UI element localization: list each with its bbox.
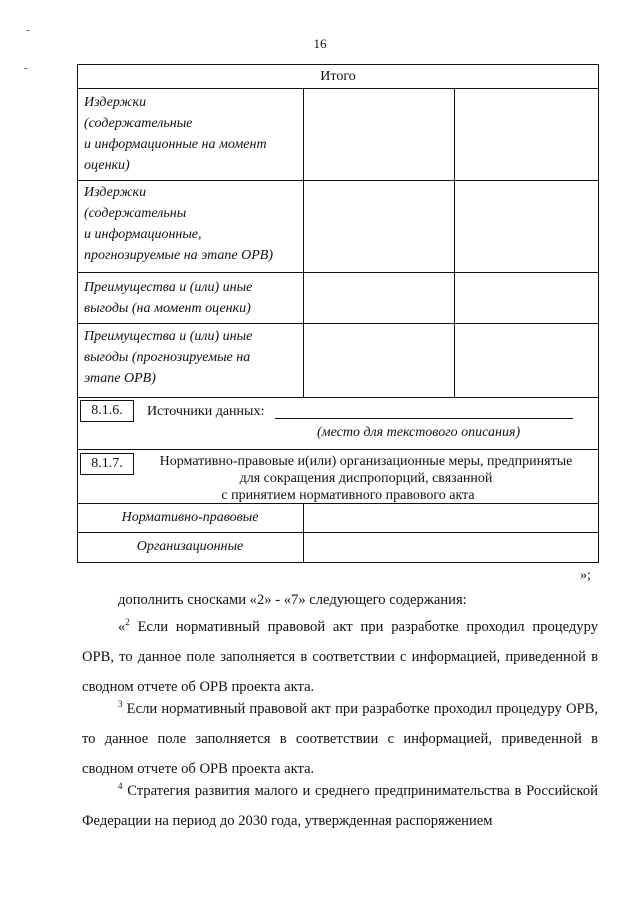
margin-mark: - — [26, 24, 30, 36]
table-row-label-organizational: Организационные — [136, 539, 244, 554]
data-table — [77, 64, 599, 564]
table-row-label: Издержки (содержательные и информационные на момент оценки) — [84, 95, 267, 173]
sources-label: Источники данных: — [147, 404, 265, 419]
table-header: Итого — [320, 69, 356, 84]
row-divider — [77, 449, 599, 450]
table-border-bottom — [77, 562, 599, 563]
row-divider — [77, 397, 599, 398]
row-divider — [77, 180, 599, 181]
footnote-2: «$^2$ Если нормативный правовой акт при разработке проходил процедуру ОРВ, то данное поле заполняется в соответствии с информацией, приведенной в сводном отчете об ОРВ проекта акта. — [82, 617, 598, 695]
margin-mark: - — [24, 62, 28, 74]
row-divider — [77, 323, 599, 324]
closing-quote: »; — [580, 568, 591, 583]
row-divider — [77, 88, 599, 89]
row-divider — [77, 272, 599, 273]
table-row-label: Преимущества и (или) иные выгоды (на момент оценки) — [84, 280, 253, 316]
paragraph-intro: дополнить сносками «2» - «7» следующего содержания: — [118, 592, 467, 608]
footnote-3: $^3$ Если нормативный правовой акт при разработке проходил процедуру ОРВ, то данное поле заполняется в соответствии с информацией, приведенной в сводном отчете об ОРВ проекта акта. — [82, 699, 598, 777]
table-row-label-normative: Нормативно-правовые — [121, 510, 259, 525]
sources-underline — [275, 418, 573, 419]
sources-caption: (место для текстового описания) — [317, 425, 521, 440]
footnote-4: $^4$ Стратегия развития малого и среднего предпринимательства в Российской Федерации на период до 2030 года, утвержденная распоряжением — [82, 781, 598, 829]
table-row-label: Преимущества и (или) иные выгоды (прогнозируемые на этапе ОРВ) — [84, 329, 253, 386]
measures-description: Нормативно-правовые и(или) организационные меры, предпринятые для сокращения диспропорций, связанной с принятием нормативного правового акта — [159, 454, 573, 503]
table-border-top — [77, 64, 599, 65]
page-number: 16 — [313, 36, 327, 51]
section-number-817: 8.1.7. — [80, 453, 134, 475]
column-divider — [303, 88, 304, 397]
row-divider — [77, 532, 599, 533]
table-row-label: Издержки (содержательны и информационные, прогнозируемые на этапе ОРВ) — [84, 185, 274, 263]
column-divider — [303, 503, 304, 562]
column-divider — [454, 88, 455, 397]
section-number-816: 8.1.6. — [80, 400, 134, 422]
table-border-left — [77, 64, 78, 562]
